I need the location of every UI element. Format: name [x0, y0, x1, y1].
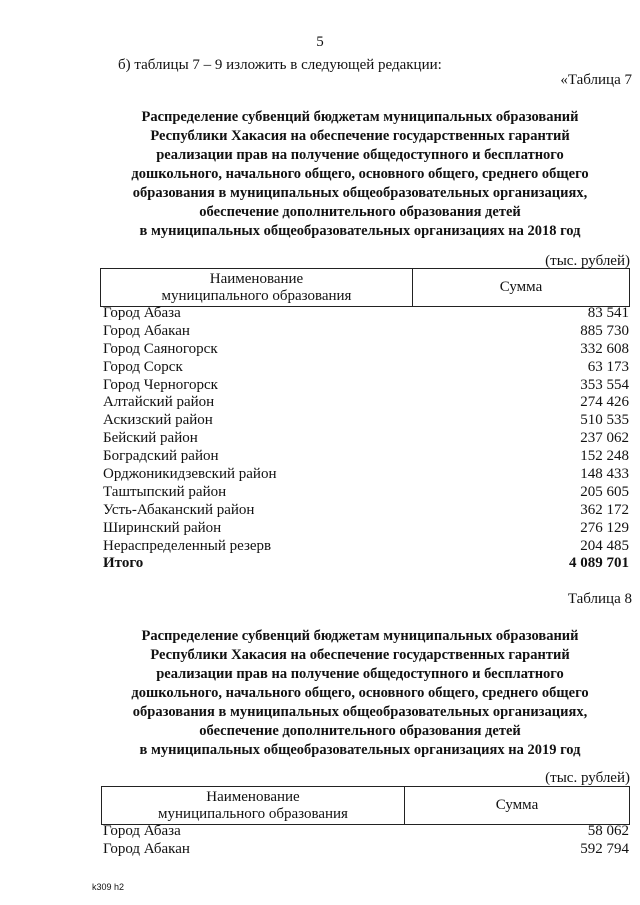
table7-label: «Таблица 7 — [560, 72, 632, 88]
row-value: 332 608 — [580, 340, 629, 357]
table7-title-line: дошкольного, начального общего, основного общего, среднего общего — [131, 166, 589, 182]
table8-title-line: в муниципальных общеобразовательных организациях на 2019 год — [139, 742, 581, 758]
row-name: Город Абакан — [103, 322, 190, 339]
table7-title — [70, 108, 640, 241]
table-row — [103, 484, 629, 502]
row-name: Орджоникидзевский район — [103, 466, 277, 483]
table7-header-name-line1: Наименование — [209, 270, 304, 287]
footer-code: k309 h2 — [92, 882, 125, 892]
table8-title-line: Республики Хакасия на обеспечение государственных гарантий — [150, 647, 570, 663]
table8-title-line: реализации прав на получение общедоступного и бесплатного — [156, 666, 564, 682]
row-value: 885 730 — [580, 322, 629, 339]
table8-title-line: обеспечение дополнительного образования детей — [199, 723, 521, 739]
page-number: 5 — [316, 34, 324, 50]
table8-rows — [103, 823, 629, 859]
row-value: 205 605 — [580, 483, 629, 500]
row-name: Алтайский район — [103, 394, 215, 411]
row-value: 510 535 — [580, 412, 629, 429]
table-row — [103, 466, 629, 484]
row-name: Город Абакан — [103, 840, 190, 857]
row-value: 592 794 — [580, 840, 629, 857]
table7-title-line: образования в муниципальных общеобразовательных организациях, — [132, 185, 588, 201]
table7-title-line: реализации прав на получение общедоступного и бесплатного — [156, 147, 564, 163]
table-row — [103, 841, 629, 859]
table-row — [103, 502, 629, 520]
intro-text: б) таблицы 7 – 9 изложить в следующей редакции: — [118, 57, 442, 73]
row-name: Аскизский район — [103, 412, 213, 429]
table-row — [103, 538, 629, 556]
table-row — [103, 430, 629, 448]
table-row — [103, 823, 629, 841]
row-name: Таштыпский район — [103, 483, 227, 500]
table8-label: Таблица 8 — [567, 591, 632, 607]
table7-header — [100, 268, 630, 307]
table7-header-name — [101, 269, 413, 307]
row-value: 353 554 — [580, 376, 629, 393]
row-value: 276 129 — [580, 519, 629, 536]
row-name: Ширинский район — [103, 519, 222, 536]
row-name: Город Черногорск — [103, 376, 218, 393]
table8-header-name-line1: Наименование — [206, 788, 300, 805]
table7-header-name-line2: муниципального образования — [161, 287, 352, 304]
table7-units: (тыс. рублей) — [545, 253, 630, 269]
row-name: Бейский район — [103, 430, 198, 447]
row-value: 63 173 — [587, 358, 629, 375]
table-row — [103, 305, 629, 323]
table8-header — [101, 786, 630, 825]
row-name: Город Сорск — [103, 358, 183, 375]
row-value: 58 062 — [587, 823, 629, 839]
table-row — [103, 377, 629, 395]
table8-title — [70, 627, 640, 760]
row-value: 237 062 — [580, 430, 629, 447]
table7-header-sum: Сумма — [413, 269, 630, 307]
total-label: Итого — [103, 555, 144, 572]
total-value: 4 089 701 — [569, 555, 629, 572]
row-name: Город Абаза — [103, 823, 181, 839]
table7-title-line: Распределение субвенций бюджетам муниципальных образований — [141, 109, 579, 125]
table7-title-line: Республики Хакасия на обеспечение государственных гарантий — [150, 128, 570, 144]
table7-title-line: в муниципальных общеобразовательных организациях на 2018 год — [139, 223, 581, 239]
row-name: Боградский район — [103, 448, 219, 465]
table-row — [103, 448, 629, 466]
table-row — [103, 394, 629, 412]
row-value: 274 426 — [580, 394, 629, 411]
table-row — [103, 323, 629, 341]
table-row — [103, 359, 629, 377]
row-value: 152 248 — [580, 448, 629, 465]
table8-units: (тыс. рублей) — [545, 770, 630, 786]
table8-header-sum: Сумма — [405, 787, 630, 825]
row-value: 83 541 — [587, 305, 629, 321]
table8-header-name-line2: муниципального образования — [158, 805, 348, 822]
row-value: 148 433 — [580, 466, 629, 483]
row-name: Город Абаза — [103, 305, 181, 321]
table-row — [103, 520, 629, 538]
row-name: Усть-Абаканский район — [103, 501, 255, 518]
row-value: 204 485 — [580, 537, 629, 554]
table7-title-line: обеспечение дополнительного образования детей — [199, 204, 521, 220]
table7-rows — [103, 305, 629, 573]
table-row — [103, 412, 629, 430]
table8-title-line: Распределение субвенций бюджетам муниципальных образований — [141, 628, 579, 644]
table-row — [103, 341, 629, 359]
table8-title-line: дошкольного, начального общего, основного общего, среднего общего — [131, 685, 589, 701]
row-name: Город Саяногорск — [103, 340, 218, 357]
total-row — [103, 555, 629, 573]
row-name: Нераспределенный резерв — [103, 537, 272, 554]
row-value: 362 172 — [580, 501, 629, 518]
table8-title-line: образования в муниципальных общеобразовательных организациях, — [132, 704, 588, 720]
table8-header-name — [102, 787, 405, 825]
